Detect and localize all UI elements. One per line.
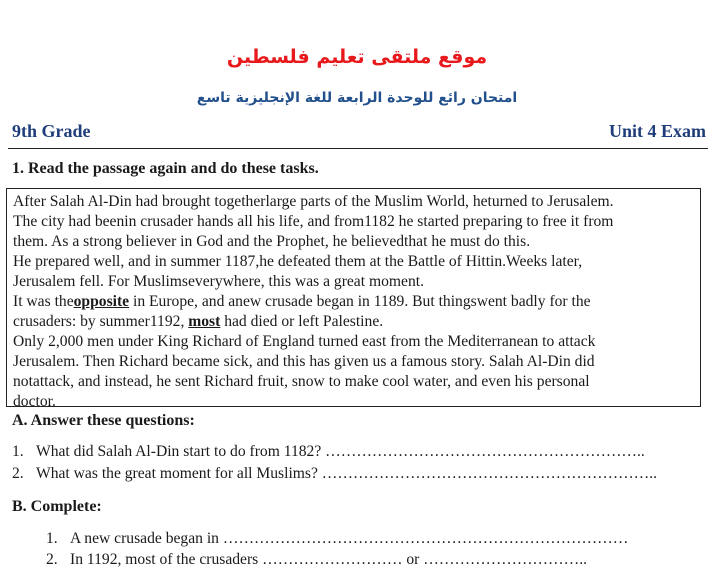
question-text: What did Salah Al-Din start to do from 1182? …………………………………………………….. — [36, 443, 645, 460]
unit-label: Unit 4 Exam — [608, 121, 706, 141]
reading-passage — [6, 188, 701, 410]
item-text: A new crusade began in …………………………………………………………………… — [70, 530, 629, 547]
passage-line — [13, 292, 694, 312]
item-number: 2. — [46, 551, 58, 568]
highlighted-word-opposite: opposite — [73, 293, 130, 310]
task-heading: 1. Read the passage again and do these tasks. — [12, 160, 319, 177]
item-number: 1. — [46, 530, 58, 547]
passage-line: them. As a strong believer in God and the Prophet, he believedthat he must do this. — [13, 233, 531, 250]
complete-item-2 — [46, 551, 587, 569]
passage-text: had died or left Palestine. — [220, 313, 384, 330]
question-2 — [12, 465, 657, 483]
header-divider — [8, 148, 708, 149]
highlighted-word-most: most — [188, 313, 221, 330]
passage-line: Only 2,000 men under King Richard of England turned east from the Mediterranean to attack — [13, 333, 596, 350]
question-text: What was the great moment for all Muslims? ……………………………………………………….. — [36, 465, 658, 482]
passage-line: doctor. — [13, 393, 56, 410]
question-number: 2. — [12, 465, 24, 482]
section-a-title: A. Answer these questions: — [12, 412, 195, 429]
passage-line: The city had beenin crusader hands all his life, and from1182 he started preparing to free it from — [13, 213, 614, 230]
passage-line: He prepared well, and in summer 1187,he defeated them at the Battle of Hittin.Weeks later, — [13, 253, 583, 270]
item-text: In 1192, most of the crusaders ……………………… or ………………………….. — [70, 551, 587, 568]
site-title: موقع ملتقى تعليم فلسطين — [226, 46, 488, 68]
question-1 — [12, 443, 645, 461]
passage-text: in Europe, and anew crusade began in 1189. But thingswent badly for the — [129, 293, 591, 310]
complete-item-1 — [46, 530, 628, 548]
passage-line: notattack, and instead, he sent Richard fruit, snow to make cool water, and even his personal — [13, 373, 590, 390]
question-number: 1. — [12, 443, 24, 460]
grade-label: 9th Grade — [12, 121, 91, 141]
passage-line: Jerusalem. Then Richard became sick, and this has given us a famous story. Salah Al-Din did — [13, 353, 595, 370]
passage-line — [13, 312, 694, 332]
passage-text: It was the — [13, 293, 74, 310]
passage-text: crusaders: by summer1192, — [13, 313, 189, 330]
section-b-title: B. Complete: — [12, 498, 102, 515]
passage-line: Jerusalem fell. For Muslimseverywhere, this was a great moment. — [13, 273, 424, 290]
exam-subtitle: امتحان رائع للوحدة الرابعة للغة الإنجليزية تاسع — [196, 90, 518, 106]
passage-line: After Salah Al-Din had brought togetherlarge parts of the Muslim World, heturned to Jerusalem. — [13, 193, 614, 210]
